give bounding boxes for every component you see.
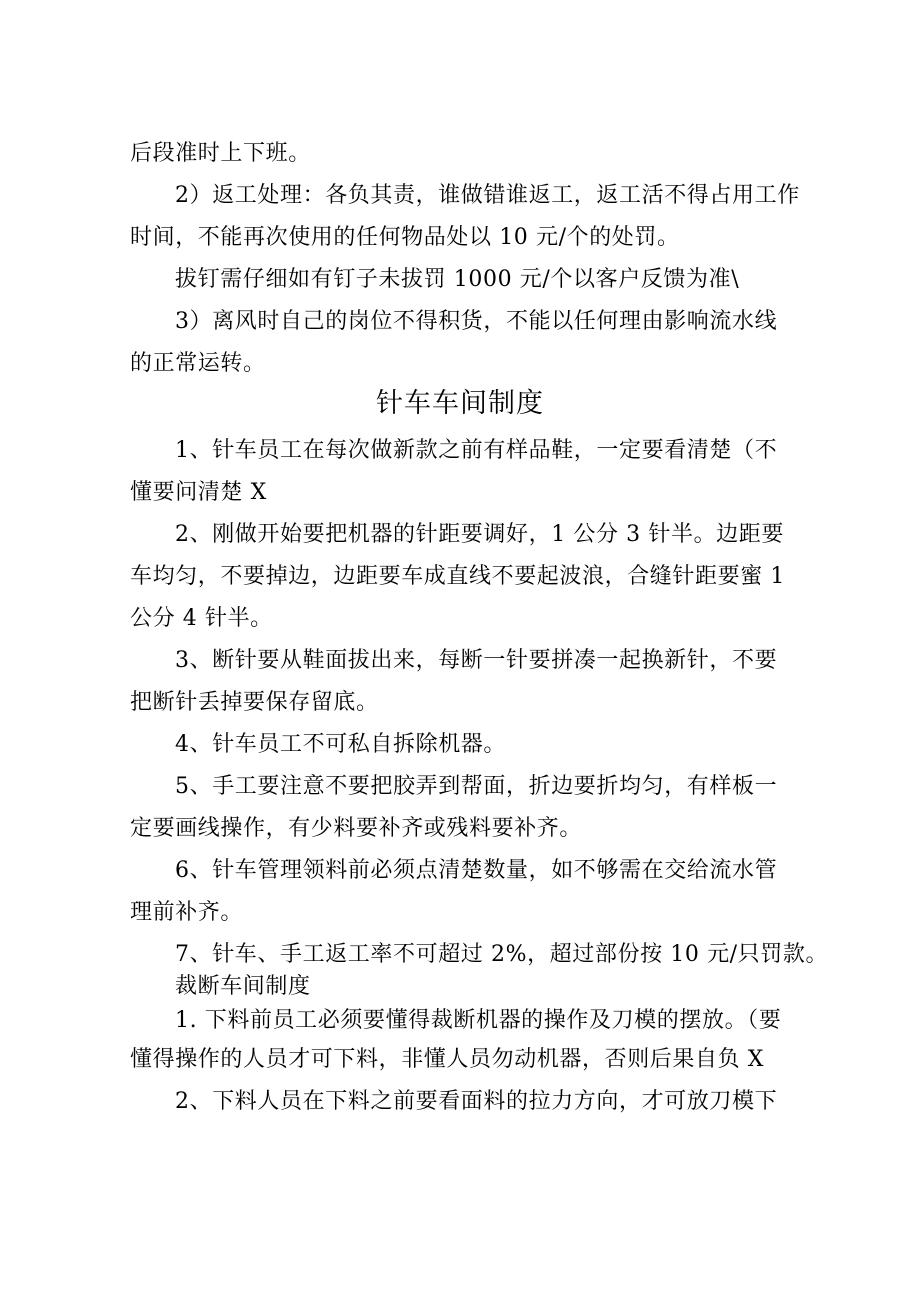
- paragraph-line: 懂得操作的人员才可下料，非懂人员勿动机器，否则后果自负 X: [130, 1047, 765, 1072]
- paragraph-line: 5、手工要注意不要把胶弄到帮面，折边要折均匀，有样板一: [175, 774, 778, 799]
- paragraph-line: 公分 4 针半。: [130, 606, 273, 631]
- paragraph-line: 车均匀，不要掉边，边距要车成直线不要起波浪，合缝针距要蜜 1: [130, 564, 785, 589]
- paragraph-line: 2、下料人员在下料之前要看面料的拉力方向，才可放刀模下: [175, 1089, 778, 1114]
- paragraph-line: 后段准时上下班。: [130, 141, 311, 166]
- paragraph-line: 7、针车、手工返工率不可超过 2%，超过部份按 10 元/只罚款。: [175, 942, 829, 967]
- section-heading-cutting: 裁断车间制度: [175, 974, 311, 999]
- paragraph-line: 理前补齐。: [130, 900, 244, 925]
- paragraph-line: 3）离风时自己的岗位不得积货，不能以任何理由影响流水线: [175, 309, 778, 334]
- paragraph-line: 1、针车员工在每次做新款之前有样品鞋，一定要看清楚（不: [175, 438, 778, 463]
- paragraph-line: 的正常运转。: [130, 351, 266, 376]
- paragraph-line: 时间，不能再次使用的任何物品处以 10 元/个的处罚。: [130, 225, 680, 250]
- paragraph-line: 2、刚做开始要把机器的针距要调好，1 公分 3 针半。边距要: [175, 522, 784, 547]
- paragraph-line: 3、断针要从鞋面拔出来，每断一针要拼凑一起换新针，不要: [175, 648, 778, 673]
- paragraph-line: 定要画线操作，有少料要补齐或残料要补齐。: [130, 816, 583, 841]
- paragraph-line: 4、针车员工不可私自拆除机器。: [175, 732, 506, 757]
- paragraph-line: 懂要问清楚 X: [130, 480, 267, 505]
- paragraph-line: 拔钉需仔细如有钉子未拔罚 1000 元/个以客户反馈为准\: [175, 267, 740, 292]
- paragraph-line: 6、针车管理领料前必须点清楚数量，如不够需在交给流水管: [175, 858, 778, 883]
- section-heading-sewing: 针车车间制度: [376, 388, 544, 419]
- paragraph-line: 2）返工处理：各负其责，谁做错谁返工，返工活不得占用工作: [175, 183, 800, 208]
- paragraph-line: 把断针丢掉要保存留底。: [130, 690, 379, 715]
- paragraph-line: 1. 下料前员工必须要懂得裁断机器的操作及刀模的摆放。（要: [175, 1008, 782, 1033]
